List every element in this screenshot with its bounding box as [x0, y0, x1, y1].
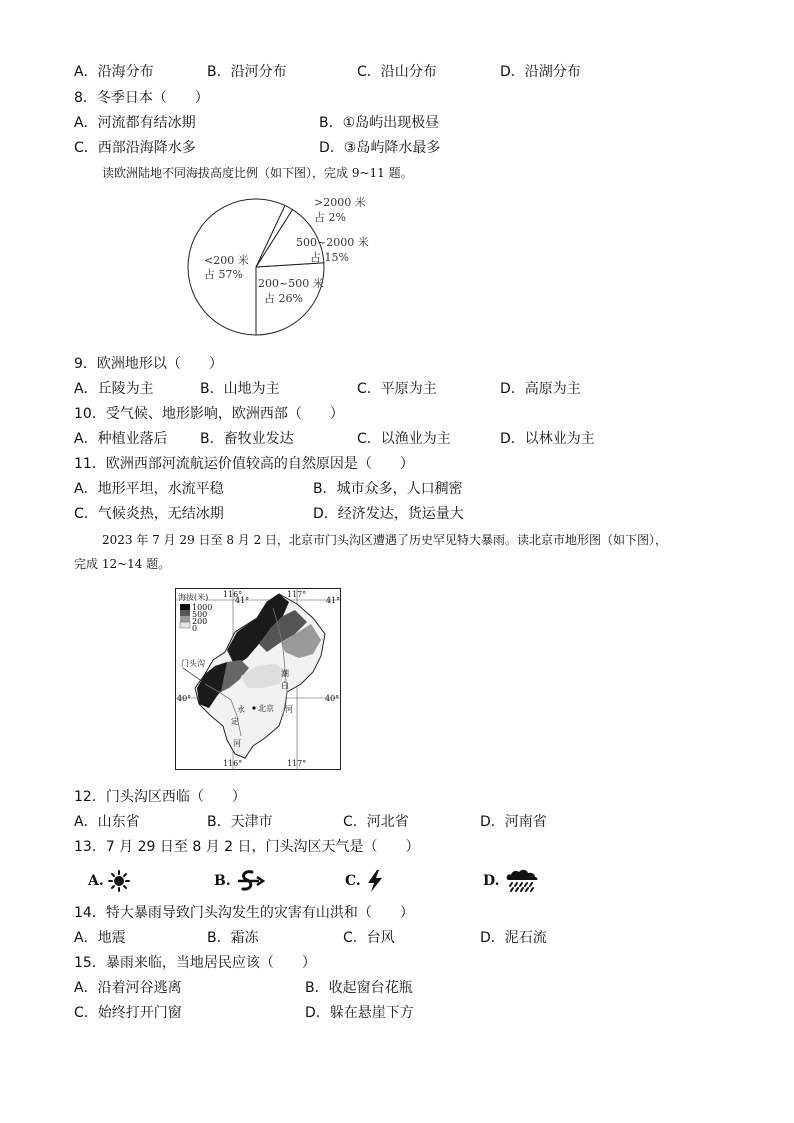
q14-option-b: B．霜冻 — [207, 930, 259, 946]
q8-option-c: C．西部沿海降水多 — [74, 140, 196, 156]
q14-stem: 14．特大暴雨导致门头沟发生的灾害有山洪和（ ） — [74, 905, 414, 921]
q12-stem: 12．门头沟区西临（ ） — [74, 789, 246, 805]
q13-option-d-letter: D. — [483, 873, 500, 889]
q8-option-d: D．③岛屿降水最多 — [319, 140, 441, 156]
pie-label-gt2000-line1: >2000 米 — [314, 196, 366, 209]
q13-stem: 13．7 月 29 日至 8 月 2 日，门头沟区天气是（ ） — [74, 839, 420, 855]
pie-label-lt200-line1: <200 米 — [204, 254, 249, 267]
q10-option-d: D．以林业为主 — [500, 431, 595, 447]
q13-option-a — [88, 868, 130, 894]
pie-label-500-2000-line2: 占 15% — [310, 251, 349, 264]
q15-option-b: B．收起窗台花瓶 — [305, 980, 413, 996]
q9-option-b: B．山地为主 — [200, 381, 280, 397]
q11-option-c: C．气候炎热，无结冰期 — [74, 506, 224, 522]
elevation-pie-chart — [180, 190, 380, 342]
q7-option-d: D．沿湖分布 — [500, 64, 581, 80]
q8-option-b: B．①岛屿出现极昼 — [319, 115, 440, 131]
q13-option-c — [345, 868, 385, 894]
map-legend-0: 0 — [192, 624, 198, 633]
sandstorm-icon — [235, 869, 265, 893]
intro-12-14-line1: 2023 年 7 月 29 日至 8 月 2 日，北京市门头沟区遭遇了历史罕见特大暴雨。读北京市地形图（如下图）， — [102, 533, 668, 547]
q14-option-c: C．台风 — [343, 930, 395, 946]
q11-stem: 11．欧洲西部河流航运价值较高的自然原因是（ ） — [74, 456, 414, 472]
q15-option-c: C．始终打开门窗 — [74, 1005, 182, 1021]
river-yongding-char1: 永 — [237, 705, 245, 714]
q7-option-b: B．沿河分布 — [207, 64, 287, 80]
q9-option-d: D．高原为主 — [500, 381, 581, 397]
map-lon-bottom-right: 117° — [287, 759, 307, 768]
pie-label-200-500-line1: 200~500 米 — [258, 277, 324, 290]
q12-option-c: C．河北省 — [343, 814, 409, 830]
q9-option-a: A．丘陵为主 — [74, 381, 154, 397]
q14-option-d: D．泥石流 — [480, 930, 547, 946]
map-legend-1000: 1000 — [192, 603, 213, 612]
q15-option-d: D．躲在悬崖下方 — [305, 1005, 414, 1021]
heavy-rain-icon — [504, 869, 540, 893]
map-label-beijing: 北京 — [258, 704, 274, 713]
beijing-terrain-map — [175, 588, 341, 770]
q10-option-a: A．种植业落后 — [74, 431, 168, 447]
river-yongding-char2: 定 — [231, 717, 239, 726]
map-lon-top-left: 116° — [223, 590, 243, 599]
q7-option-a: A．沿海分布 — [74, 64, 154, 80]
lightning-icon — [365, 869, 385, 893]
map-legend-200: 200 — [192, 617, 208, 626]
q11-option-d: D．经济发达，货运量大 — [313, 506, 464, 522]
pie-label-gt2000-line2: 占 2% — [314, 211, 346, 224]
pie-label-lt200-line2: 占 57% — [204, 268, 243, 281]
map-lat-mid-left: 40° — [177, 694, 192, 703]
q13-option-c-letter: C. — [345, 873, 361, 889]
map-lat-top-left: 41° — [235, 596, 250, 605]
q10-stem: 10．受气候、地形影响，欧洲西部（ ） — [74, 406, 344, 422]
q9-option-c: C．平原为主 — [357, 381, 437, 397]
q11-option-b: B．城市众多，人口稠密 — [313, 481, 463, 497]
q15-option-a: A．沿着河谷逃离 — [74, 980, 182, 996]
q13-option-a-letter: A. — [88, 873, 104, 889]
map-legend-500: 500 — [192, 610, 208, 619]
q12-option-d: D．河南省 — [480, 814, 547, 830]
river-yongding-char3: 河 — [233, 739, 241, 748]
q13-option-d — [483, 868, 540, 894]
pie-label-200-500-line2: 占 26% — [264, 292, 303, 305]
q12-option-a: A．山东省 — [74, 814, 140, 830]
map-lat-mid-right: 40° — [325, 694, 340, 703]
intro-9-11: 读欧洲陆地不同海拔高度比例（如下图），完成 9~11 题。 — [102, 166, 413, 180]
q11-option-a: A．地形平坦，水流平稳 — [74, 481, 224, 497]
q8-stem: 8．冬季日本（ ） — [74, 90, 209, 106]
q15-stem: 15．暴雨来临，当地居民应该（ ） — [74, 955, 316, 971]
q12-option-b: B．天津市 — [207, 814, 273, 830]
pie-label-500-2000-line1: 500~2000 米 — [296, 236, 369, 249]
river-chaobai-char1: 潮 — [281, 669, 289, 678]
q8-option-a: A．河流都有结冰期 — [74, 115, 196, 131]
map-legend-title: 海拔(米) — [178, 593, 209, 602]
q13-option-b — [214, 868, 265, 894]
q7-option-c: C．沿山分布 — [357, 64, 437, 80]
q10-option-c: C．以渔业为主 — [357, 431, 451, 447]
q13-option-b-letter: B. — [214, 873, 231, 889]
map-lon-top-right: 117° — [287, 590, 307, 599]
q14-option-a: A．地震 — [74, 930, 126, 946]
beijing-city-dot — [252, 706, 255, 709]
map-lon-bottom-left: 116° — [223, 759, 243, 768]
map-lat-top-right: 41° — [326, 596, 341, 605]
sun-icon — [108, 870, 130, 892]
intro-12-14-line2: 完成 12~14 题。 — [74, 557, 171, 571]
river-chaobai-char3: 河 — [285, 705, 293, 714]
q10-option-b: B．畜牧业发达 — [200, 431, 294, 447]
river-chaobai-char2: 白 — [281, 681, 289, 690]
q9-stem: 9．欧洲地形以（ ） — [74, 356, 223, 372]
map-label-mentougou: 门头沟 — [181, 659, 205, 668]
